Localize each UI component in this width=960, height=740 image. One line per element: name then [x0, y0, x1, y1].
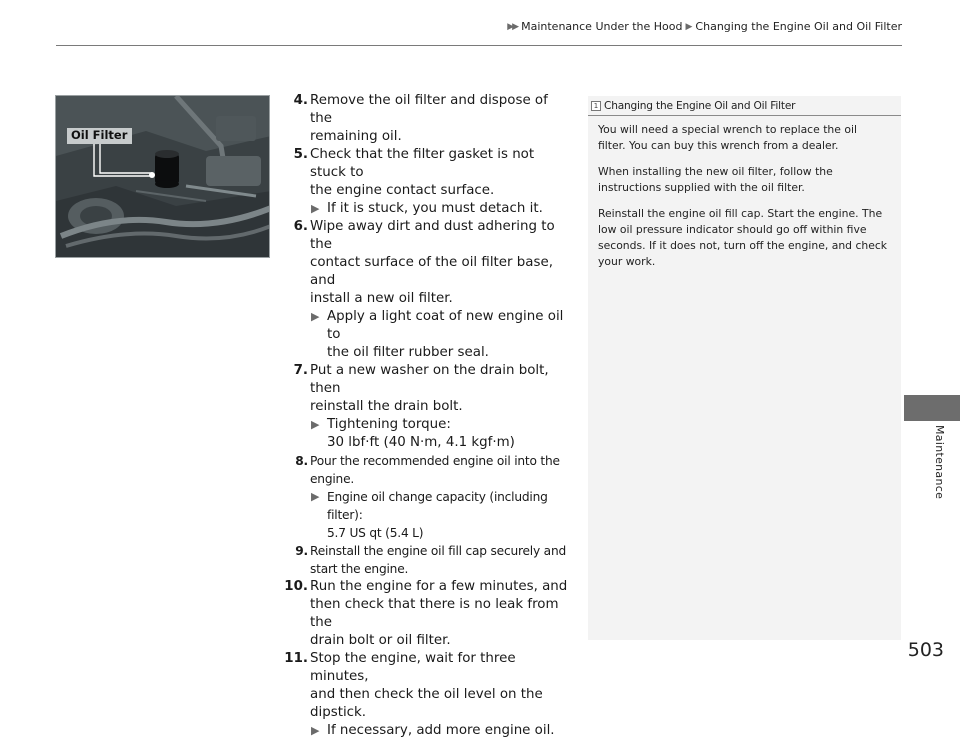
arrow-right-icon: ▶ [311, 724, 320, 737]
note-line: filter. You can buy this wrench from a dealer. [598, 139, 839, 152]
oil-filter-label: Oil Filter [67, 128, 132, 144]
substep [310, 416, 572, 452]
arrow-right-icon: ▶ [311, 310, 320, 323]
note-line: When installing the new oil filter, follow the [598, 165, 833, 178]
note-paragraph [598, 122, 893, 154]
step-text-line: then check that there is no leak from the [310, 597, 559, 630]
breadcrumb-arrow-icon: ▶ [685, 21, 693, 32]
note-line: Reinstall the engine oil fill cap. Start the engine. The [598, 207, 883, 220]
step-6 [282, 218, 572, 362]
step-number: 4. [293, 93, 308, 108]
step-11 [282, 650, 572, 740]
step-number: 7. [293, 363, 308, 378]
step-text-line: Wipe away dirt and dust adhering to the [310, 219, 555, 252]
arrow-right-icon: ▶ [311, 418, 320, 431]
arrow-right-icon: ▶ [311, 202, 320, 215]
breadcrumb-arrow-icon: ▶▶ [507, 21, 518, 32]
torque-value: 30 lbf·ft (40 N·m, 4.1 kgf·m) [327, 435, 515, 450]
substep [310, 488, 572, 542]
step-text-line: the engine contact surface. [310, 183, 495, 198]
substep-text: the oil filter rubber seal. [327, 345, 489, 360]
step-text-line: Put a new washer on the drain bolt, then [310, 363, 549, 396]
substep-text: If it is stuck, you must detach it. [327, 201, 543, 216]
step-4 [282, 92, 572, 146]
step-text-line: start the engine. [310, 562, 409, 576]
section-label: Maintenance [933, 425, 946, 500]
step-5 [282, 146, 572, 218]
step-8 [282, 452, 572, 542]
note-reference-icon: 1 [591, 101, 601, 111]
step-text-line: Pour the recommended engine oil into the [310, 454, 560, 468]
step-number: 5. [293, 147, 308, 162]
substep [310, 200, 572, 218]
step-text-line: Stop the engine, wait for three minutes, [310, 651, 516, 684]
note-paragraph [598, 164, 893, 196]
step-7 [282, 362, 572, 452]
step-text-line: engine. [310, 472, 355, 486]
step-number: 10. [284, 579, 308, 594]
note-body [588, 116, 901, 270]
procedure-steps [282, 92, 572, 740]
breadcrumb-item-page[interactable]: Changing the Engine Oil and Oil Filter [695, 20, 902, 33]
capacity-value: 5.7 US qt (5.4 L) [327, 526, 424, 540]
note-paragraph [598, 206, 893, 270]
step-number: 6. [293, 219, 308, 234]
engine-illustration [56, 96, 270, 258]
step-text-line: remaining oil. [310, 129, 402, 144]
step-text-line: Reinstall the engine oil fill cap securely and [310, 544, 567, 558]
note-title: Changing the Engine Oil and Oil Filter [604, 99, 796, 112]
step-10 [282, 578, 572, 650]
note-line: low oil pressure indicator should go off within five [598, 223, 867, 236]
step-text-line: drain bolt or oil filter. [310, 633, 451, 648]
step-number: 11. [284, 651, 308, 666]
substep-text: filter): [327, 508, 363, 522]
note-line: You will need a special wrench to replace the oil [598, 123, 857, 136]
step-number: 8. [295, 454, 308, 468]
header-divider [56, 45, 902, 46]
step-text-line: reinstall the drain bolt. [310, 399, 463, 414]
step-text-line: Run the engine for a few minutes, and [310, 579, 568, 594]
step-text-line: dipstick. [310, 705, 367, 720]
step-text-line: contact surface of the oil filter base, and [310, 255, 553, 288]
step-text-line: and then check the oil level on the [310, 687, 543, 702]
step-text-line: Check that the filter gasket is not stuck to [310, 147, 535, 180]
note-line: instructions supplied with the oil filter. [598, 181, 805, 194]
note-header [588, 96, 901, 116]
page-number: 503 [907, 639, 944, 661]
step-9 [282, 542, 572, 578]
substep-text: Engine oil change capacity (including [327, 490, 548, 504]
section-tab[interactable] [904, 395, 960, 421]
oil-filter-figure [55, 95, 270, 258]
substep-text: Tightening torque: [327, 417, 451, 432]
breadcrumb-item-section[interactable]: Maintenance Under the Hood [521, 20, 683, 33]
substep-text: If necessary, add more engine oil. [327, 723, 555, 738]
note-line: seconds. If it does not, turn off the engine, and check [598, 239, 888, 252]
note-panel [588, 96, 901, 640]
breadcrumb [489, 20, 902, 33]
substep [310, 722, 572, 740]
substep-text: Apply a light coat of new engine oil to [327, 309, 564, 342]
step-text-line: install a new oil filter. [310, 291, 453, 306]
substep [310, 308, 572, 362]
step-text-line: Remove the oil filter and dispose of the [310, 93, 548, 126]
arrow-right-icon: ▶ [311, 490, 320, 503]
step-number: 9. [295, 544, 308, 558]
note-line: your work. [598, 255, 656, 268]
